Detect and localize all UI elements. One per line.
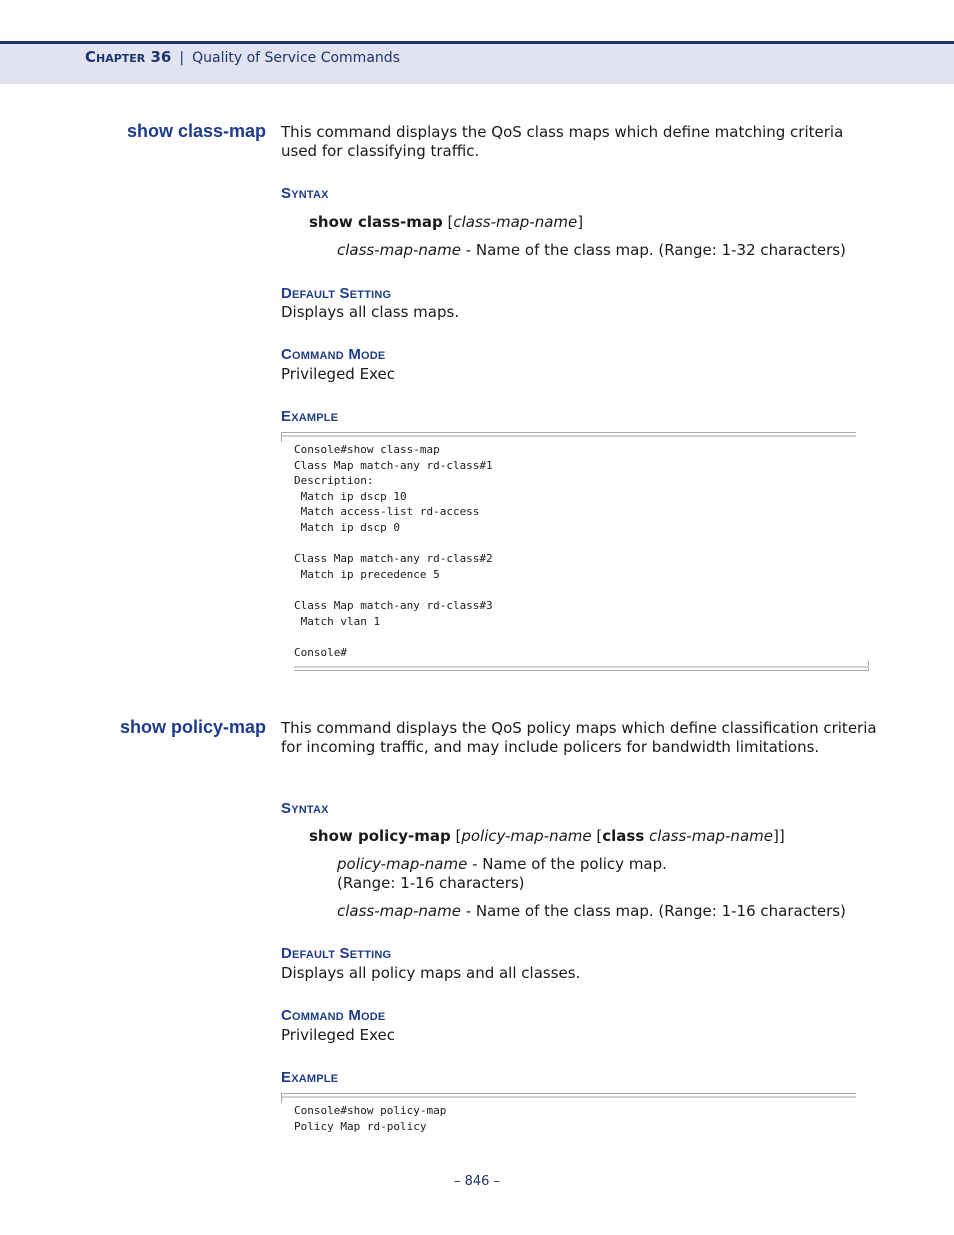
section-title-show-policy-map: show policy-map [119, 717, 266, 737]
default-setting-heading: Default Setting [281, 285, 392, 302]
syntax-bracket-close: ] [577, 213, 584, 231]
code-text: Console#show class-map Class Map match-any rd-class#1 Description: Match ip dscp 10 Match access-list rd-access Match ip dscp 0 Class Map match-any rd-class#2 Match ip precedence 5 Class Map match-any rd-class#3 Match vlan 1 Console# [294, 443, 493, 659]
example-heading: Example [281, 408, 339, 425]
syntax-bracket-open: [ [450, 827, 462, 845]
code-rule-bottom [294, 666, 869, 671]
param-text: - Name of the class map. (Range: 1-16 characters) [460, 902, 846, 920]
syntax-argument: class-map-name [644, 827, 773, 845]
section-description: This command displays the QoS class maps which define matching criteria used for classifying traffic. [281, 123, 844, 160]
syntax-heading: Syntax [281, 185, 329, 202]
chapter-label: Chapter 36 [85, 48, 172, 66]
param-range: (Range: 1-16 characters) [337, 874, 525, 892]
section-description: This command displays the QoS policy maps which define classification criteria for incoming traffic, and may include policers for bandwidth limitations. [281, 719, 877, 756]
param-line [337, 855, 667, 874]
syntax-keyword: class [602, 827, 645, 845]
code-example [281, 1093, 869, 1138]
example-heading: Example [281, 1069, 339, 1086]
syntax-line [309, 827, 785, 845]
syntax-line [309, 213, 583, 231]
param-description [337, 855, 667, 893]
code-text: Console#show policy-map Policy Map rd-policy [294, 1104, 447, 1133]
syntax-bracket-open: [ [591, 827, 603, 845]
code-rule-corner [281, 1093, 285, 1103]
default-setting-text: Displays all policy maps and all classes. [281, 964, 581, 982]
code-example [281, 432, 869, 674]
chapter-title: Quality of Service Commands [192, 50, 400, 66]
command-mode-heading: Command Mode [281, 1007, 386, 1024]
default-setting-heading: Default Setting [281, 945, 392, 962]
command-mode-heading: Command Mode [281, 346, 386, 363]
code-rule-top [281, 432, 856, 437]
syntax-heading: Syntax [281, 800, 329, 817]
code-rule-corner [281, 432, 285, 442]
syntax-argument: policy-map-name [461, 827, 592, 845]
param-text: - Name of the class map. (Range: 1-32 characters) [460, 241, 846, 259]
syntax-command: show class-map [309, 213, 443, 231]
command-mode-text: Privileged Exec [281, 1026, 395, 1044]
page-header [0, 41, 954, 84]
param-text: - Name of the policy map. [467, 855, 667, 873]
header-text [85, 48, 400, 66]
command-mode-text: Privileged Exec [281, 365, 395, 383]
param-name: policy-map-name [337, 855, 468, 873]
syntax-command: show policy-map [309, 827, 451, 845]
header-separator: | [179, 50, 185, 66]
param-description [337, 241, 846, 260]
syntax-bracket-close: ]] [772, 827, 785, 845]
param-name: class-map-name [337, 902, 461, 920]
param-name: class-map-name [337, 241, 461, 259]
page-number: – 846 – [453, 1174, 501, 1189]
param-description [337, 902, 846, 921]
syntax-bracket-open: [ [442, 213, 454, 231]
code-rule-top [281, 1093, 856, 1098]
default-setting-text: Displays all class maps. [281, 303, 460, 321]
section-title-show-class-map: show class-map [126, 121, 266, 141]
syntax-argument: class-map-name [453, 213, 578, 231]
